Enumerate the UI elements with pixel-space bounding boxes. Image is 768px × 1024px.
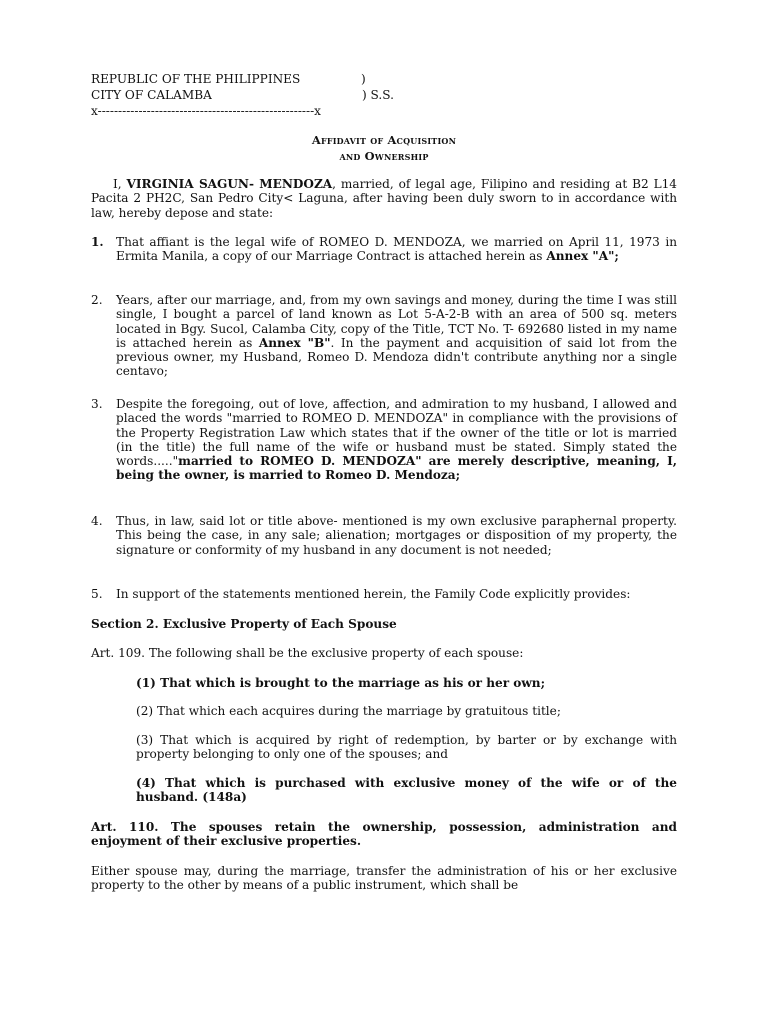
venue-divider: x-----------------------------------------------------x bbox=[91, 104, 322, 118]
intro-paragraph bbox=[91, 177, 677, 220]
item-text-a: Despite the foregoing, out of love, affection, and admiration to my husband, I allowed and placed the words "married to ROMEO D. MENDOZA" in compliance with the provisions of the Property Registration Law which states that if the owner of the title or lot is married (in the title) the full name of the wife or husband must be stated. Simply stated the words....." bbox=[116, 397, 677, 469]
article-109-intro: Art. 109. The following shall be the exclusive property of each spouse: bbox=[91, 646, 524, 660]
intro-pre: I, bbox=[113, 177, 127, 191]
item-text-bold: Annex "B" bbox=[258, 335, 331, 350]
item-text bbox=[116, 293, 677, 379]
article-110: Art. 110. The spouses retain the ownership, possession, administration and enjoyment of their exclusive properties. bbox=[91, 820, 677, 849]
intro-post: , married, of legal age, Filipino and residing at B2 L14 Pacita 2 PH2C, San Pedro City< Laguna, after having been duly sworn to in accordance with law, hereby depose and state: bbox=[91, 177, 677, 220]
section-heading: Section 2. Exclusive Property of Each Spouse bbox=[91, 617, 397, 631]
article-109-item-1: (1) That which is brought to the marriage as his or her own; bbox=[136, 676, 546, 690]
item-text-a: That affiant is the legal wife of ROMEO D. MENDOZA, we married on April 11, 1973 in Ermita Manila, a copy of our Marriage Contract is attached herein as bbox=[116, 235, 677, 264]
venue-line-city bbox=[91, 88, 394, 104]
affiant-name: VIRGINIA SAGUN- MENDOZA bbox=[126, 177, 333, 191]
venue-header bbox=[91, 72, 394, 120]
venue-republic-bracket: ) bbox=[361, 72, 366, 86]
item-text bbox=[116, 587, 677, 601]
item-text-a: In support of the statements mentioned herein, the Family Code explicitly provides: bbox=[116, 587, 631, 601]
item-number: 2. bbox=[91, 293, 103, 307]
item-text-a: Years, after our marriage, and, from my own savings and money, during the time I was still single, I bought a parcel of land known as Lot 5-A-2-B with an area of 500 sq. meters located in Bgy. Sucol, Calamba City, copy of the Title, TCT No. T- 692680 listed in my name is attached herein as bbox=[116, 293, 677, 350]
article-109-item-4: (4) That which is purchased with exclusive money of the wife or of the husband. (148a) bbox=[136, 776, 677, 805]
item-text bbox=[116, 235, 677, 264]
venue-republic: REPUBLIC OF THE PHILIPPINES bbox=[91, 72, 301, 86]
venue-city: CITY OF CALAMBA bbox=[91, 88, 212, 102]
item-number: 4. bbox=[91, 514, 103, 528]
item-text-b: . In the payment and acquisition of said lot from the previous owner, my Husband, Romeo D. Mendoza didn't contribute anything nor a single centavo; bbox=[116, 335, 677, 379]
item-text bbox=[116, 397, 677, 483]
item-number: 5. bbox=[91, 587, 103, 601]
article-109-item-3: (3) That which is acquired by right of redemption, by barter or by exchange with property belonging to only one of the spouses; and bbox=[136, 733, 677, 762]
closing-paragraph: Either spouse may, during the marriage, transfer the administration of his or her exclusive property to the other by means of a public instrument, which shall be bbox=[91, 864, 677, 893]
item-number: 1. bbox=[91, 235, 104, 249]
document-title-line2: and Ownership bbox=[339, 149, 429, 163]
item-text bbox=[116, 514, 677, 557]
item-text-bold: Annex "A" bbox=[546, 249, 615, 264]
item-text-a: Thus, in law, said lot or title above- mentioned is my own exclusive paraphernal property. This being the case, in any sale; alienation; mortgages or disposition of my property, the signature or conformity of my husband in any document is not needed; bbox=[116, 514, 677, 557]
item-number: 3. bbox=[91, 397, 103, 411]
item-text-bold: married to ROMEO D. MENDOZA" are merely descriptive, meaning, I, being the owner, is married to Romeo D. Mendoza; bbox=[116, 454, 677, 483]
item-text-b: ; bbox=[614, 249, 619, 264]
article-109-item-2: (2) That which each acquires during the marriage by gratuitous title; bbox=[136, 704, 561, 718]
document-title-line1: Affidavit of Acquisition bbox=[311, 133, 457, 147]
venue-ss: ) S.S. bbox=[362, 88, 394, 102]
venue-line-republic bbox=[91, 72, 366, 88]
